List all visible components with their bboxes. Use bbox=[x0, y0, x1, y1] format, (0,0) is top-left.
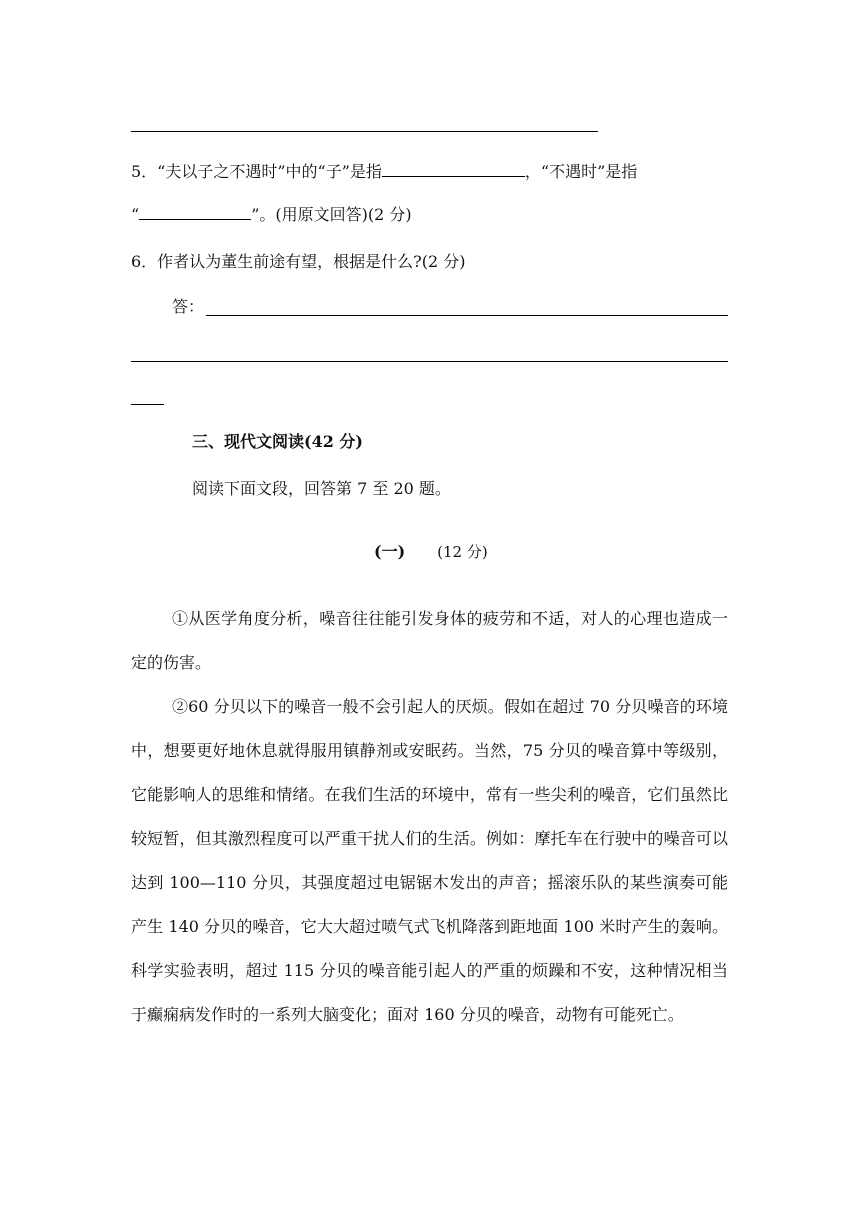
part-1-label: (一) bbox=[374, 542, 406, 561]
question-5-quote-open: “ bbox=[131, 205, 140, 224]
question-5-line-2 bbox=[131, 203, 412, 226]
passage-paragraph-2: ②60 分贝以下的噪音一般不会引起人的厌烦。假如在超过 70 分贝噪音的环境中，想要更好地休息就得服用镇静剂或安眠药。当然，75 分贝的噪音算中等级别，它能影响人的思维和情绪。在我们生活的环境中，常有一些尖利的噪音，它们虽然比较短暂，但其激烈程度可以严重干扰人们的生活。例如：摩托车在行驶中的噪音可以达到 100—110 分贝，其强度超过电锯锯木发出的声音；摇滚乐队的某些演奏可能产生 140 分贝的噪音，它大大超过喷气式飞机降落到距地面 100 米时产生的轰响。科学实验表明，超过 115 分贝的噪音能引起人的严重的烦躁和不安，这种情况相当于癫痫病发作时的一系列大脑变化；面对 160 分贝的噪音，动物有可能死亡。 bbox=[131, 697, 728, 1024]
question-5-blank-1[interactable] bbox=[382, 160, 525, 177]
answer-line-top bbox=[131, 131, 598, 132]
question-5-blank-2[interactable] bbox=[139, 203, 251, 220]
question-6-answer-line-1[interactable] bbox=[206, 315, 728, 316]
part-1-heading bbox=[374, 541, 488, 563]
question-5-line-1 bbox=[131, 160, 637, 183]
question-6-answer-label: 答： bbox=[172, 297, 205, 316]
question-5-text-part1: 5．“夫以子之不遇时”中的“子”是指 bbox=[131, 162, 382, 181]
question-5-text-part3: ”。(用原文回答)(2 分) bbox=[251, 205, 412, 224]
question-6-text: 6．作者认为董生前途有望，根据是什么?(2 分) bbox=[131, 252, 466, 271]
question-5-text-part2: ，“不遇时”是指 bbox=[524, 162, 638, 181]
section-3-instruction: 阅读下面文段，回答第 7 至 20 题。 bbox=[192, 479, 451, 498]
question-6-answer-line-3[interactable] bbox=[131, 404, 164, 405]
question-6-answer-line-2[interactable] bbox=[131, 361, 728, 362]
part-1-score: (12 分) bbox=[437, 543, 488, 561]
section-3-heading: 三、现代文阅读(42 分) bbox=[192, 432, 363, 451]
passage-paragraph-1: ①从医学角度分析，噪音往往能引发身体的疲劳和不适，对人的心理也造成一定的伤害。 bbox=[131, 609, 728, 672]
